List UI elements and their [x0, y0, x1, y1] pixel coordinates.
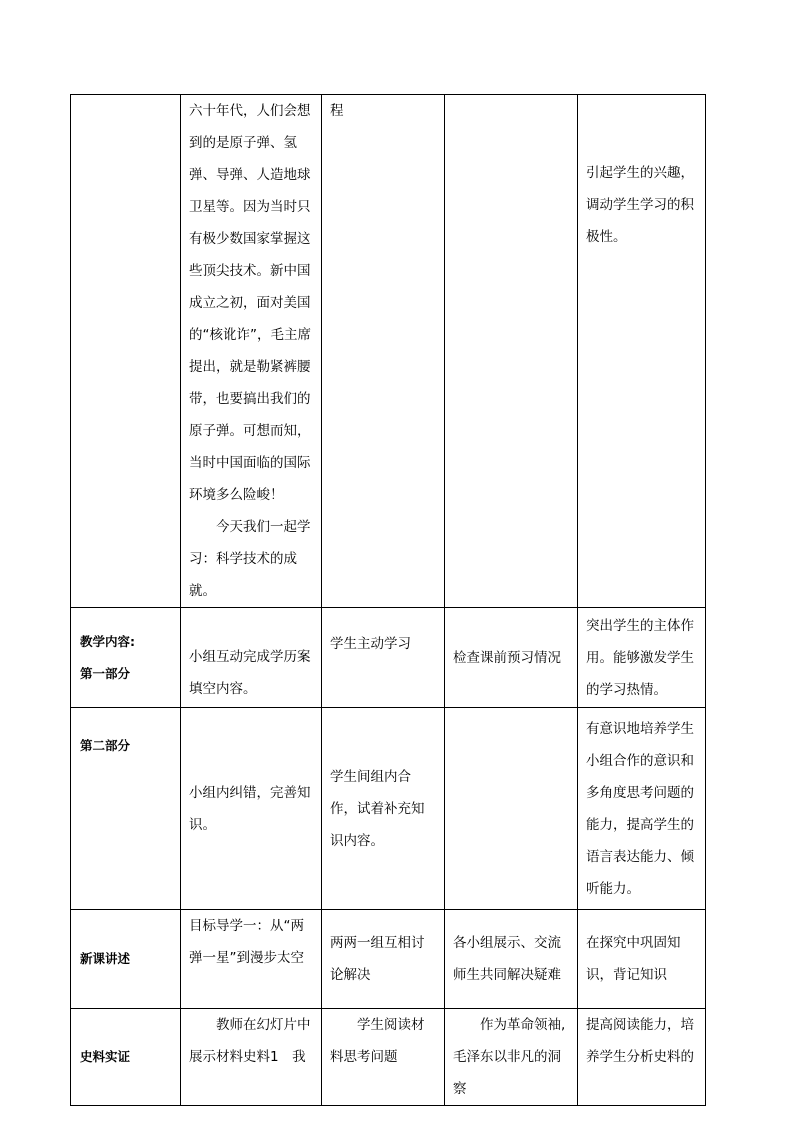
content-paragraph: 六十年代，人们会想到的是原子弹、氢弹、导弹、人造地球卫星等。因为当时只有极少数国家掌握这些顶尖技术。新中国成立之初，面对美国的“核讹诈”，毛主席提出，就是勒紧裤腰带，也要搞出我们的原子弹。可想而知，当时中国面临的国际环境多么险峻！ — [189, 103, 311, 503]
teacher-cell — [445, 708, 578, 910]
student-cell: 学生间组内合作，试着补充知识内容。 — [322, 708, 445, 910]
section-cell — [71, 95, 181, 608]
content-paragraph: 今天我们一起学习：科学技术的成就。 — [189, 519, 311, 599]
student-cell: 程 — [322, 95, 445, 608]
teacher-cell: 各小组展示、交流师生共同解决疑难 — [445, 910, 578, 1009]
content-cell — [181, 95, 322, 608]
content-cell: 目标导学一：从“两弹一星”到漫步太空 — [181, 910, 322, 1009]
section-cell: 第二部分 — [71, 708, 181, 910]
purpose-cell: 有意识地培养学生小组合作的意识和多角度思考问题的能力，提高学生的语言表达能力、倾听能力。 — [578, 708, 706, 910]
purpose-cell: 突出学生的主体作用。能够激发学生的学习热情。 — [578, 608, 706, 708]
purpose-cell: 提高阅读能力，培养学生分析史料的 — [578, 1009, 706, 1106]
purpose-cell: 引起学生的兴趣，调动学生学习的积极性。 — [578, 95, 706, 608]
teacher-cell — [445, 95, 578, 608]
section-label: 第一部分 — [80, 665, 131, 681]
student-cell: 学生主动学习 — [322, 608, 445, 708]
lesson-plan-table — [70, 94, 706, 1106]
teacher-cell: 检查课前预习情况 — [445, 608, 578, 708]
section-cell — [71, 608, 181, 708]
table-row — [71, 708, 706, 910]
content-cell: 小组互动完成学历案填空内容。 — [181, 608, 322, 708]
purpose-cell: 在探究中巩固知识，背记知识 — [578, 910, 706, 1009]
content-cell: 教师在幻灯片中展示材料史料1 我 — [181, 1009, 322, 1106]
teacher-cell: 作为革命领袖,毛泽东以非凡的洞察 — [445, 1009, 578, 1106]
content-cell: 小组内纠错，完善知识。 — [181, 708, 322, 910]
section-cell: 新课讲述 — [71, 910, 181, 1009]
table-row — [71, 608, 706, 708]
table-row — [71, 910, 706, 1009]
student-cell: 学生阅读材料思考问题 — [322, 1009, 445, 1106]
section-cell: 史料实证 — [71, 1009, 181, 1106]
student-cell: 两两一组互相讨论解决 — [322, 910, 445, 1009]
table-row — [71, 95, 706, 608]
table-row — [71, 1009, 706, 1106]
section-label: 教学内容: — [80, 633, 135, 649]
